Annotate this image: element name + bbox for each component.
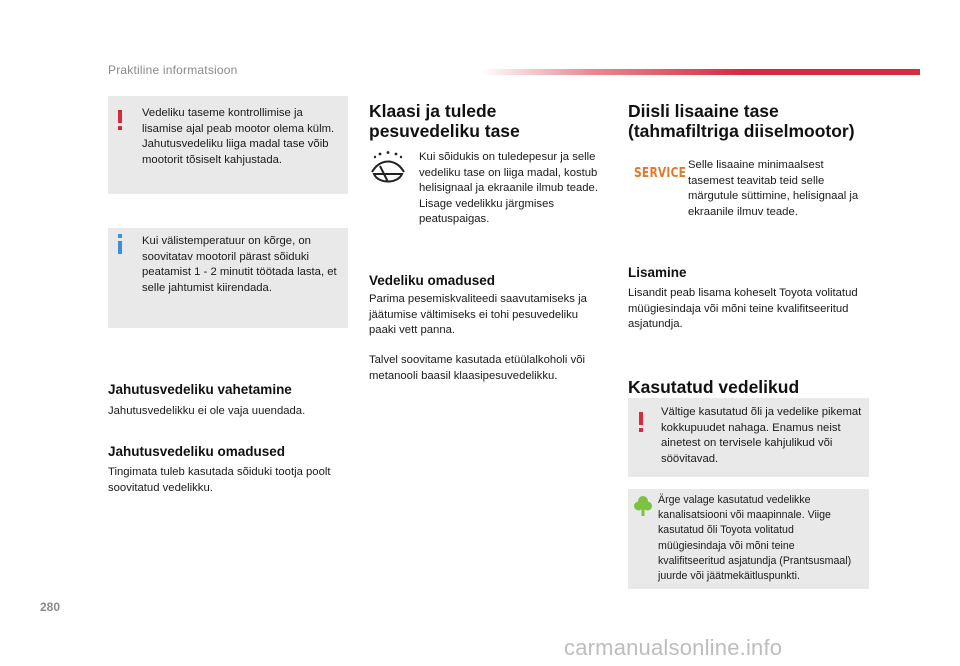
coolant-change-text: Jahutusvedelikku ei ole vaja uuendada. [108, 405, 306, 417]
washer-level-title: Klaasi ja tulede pesuvedeliku tase [369, 101, 520, 141]
environment-box [628, 489, 869, 589]
page-number: 280 [40, 600, 61, 614]
warning-icon [638, 412, 644, 432]
temperature-info-box [108, 228, 348, 328]
adding-title: Lisamine [628, 265, 687, 280]
washer-fluid-icon [368, 150, 408, 190]
watermark: carmanualsonline.info [564, 635, 783, 660]
temperature-info-text: Kui välistemperatuur on kõrge, on soovitatav mootoril pärast sõiduki peatamist 1 - 2 minutit töötada lasta, et selle jahtumist kiirendada. [142, 235, 337, 294]
environment-tree-icon [634, 495, 652, 517]
info-icon [117, 234, 123, 254]
service-warning-icon: SERVICE [634, 166, 687, 181]
diesel-additive-title: Diisli lisaaine tase (tahmafiltriga diiselmootor) [628, 101, 855, 141]
coolant-warning-box [108, 96, 348, 194]
header-accent-rule [480, 69, 920, 75]
coolant-properties-title: Jahutusvedeliku omadused [108, 444, 286, 459]
used-fluids-warning-text: Vältige kasutatud õli ja vedelike pikemat kokkupuudet nahaga. Enamus neist ainetest on tervisele kahjulikud või söövitavad. [661, 406, 862, 465]
coolant-properties-text: Tingimata tuleb kasutada sõiduki tootja poolt soovitatud vedelikku. [108, 466, 331, 494]
coolant-change-title: Jahutusvedeliku vahetamine [108, 382, 292, 397]
washer-level-text: Kui sõidukis on tuledepesur ja selle vedeliku tase on liiga madal, kostub helisignaal ja ekraanile ilmub teade. Lisage vedelikku järgmises peatuspaigas. [419, 151, 598, 225]
used-fluids-warning-box [628, 398, 869, 477]
used-fluids-title: Kasutatud vedelikud [628, 377, 800, 397]
fluid-properties-text-1: Parima pesemiskvaliteedi saavutamiseks ja jäätumise vältimiseks ei tohi pesuvedeliku paaki vett panna. [369, 293, 587, 336]
environment-text: Ärge valage kasutatud vedelikke kanalisatsiooni või maapinnale. Viige kasutatud õli Toyota volitatud müügiesindaja või mõni teine kvalifitseeritud asjatundja (Prantsusmaal) juurde või jäätmekäitluspunkti. [658, 494, 852, 583]
warning-icon [117, 110, 123, 130]
diesel-additive-text: Selle lisaaine minimaalsest tasemest teavitab teid selle märgutule süttimine, helisignaal ja ekraanile ilmuv teade. [688, 159, 859, 218]
page-header: Praktiline informatsioon [108, 63, 238, 77]
fluid-properties-title: Vedeliku omadused [369, 273, 496, 288]
coolant-warning-text: Vedeliku taseme kontrollimise ja lisamise ajal peab mootor olema külm. Jahutusvedeliku liiga madal tase võib mootorit tõsiselt kahjustada. [142, 107, 335, 166]
adding-text: Lisandit peab lisama koheselt Toyota volitatud müügiesindaja või mõni teine kvalifitseeritud asjatundja. [628, 287, 858, 330]
fluid-properties-text-2: Talvel soovitame kasutada etüülalkoholi või metanooli baasil klaasipesuvedelikku. [369, 354, 586, 382]
